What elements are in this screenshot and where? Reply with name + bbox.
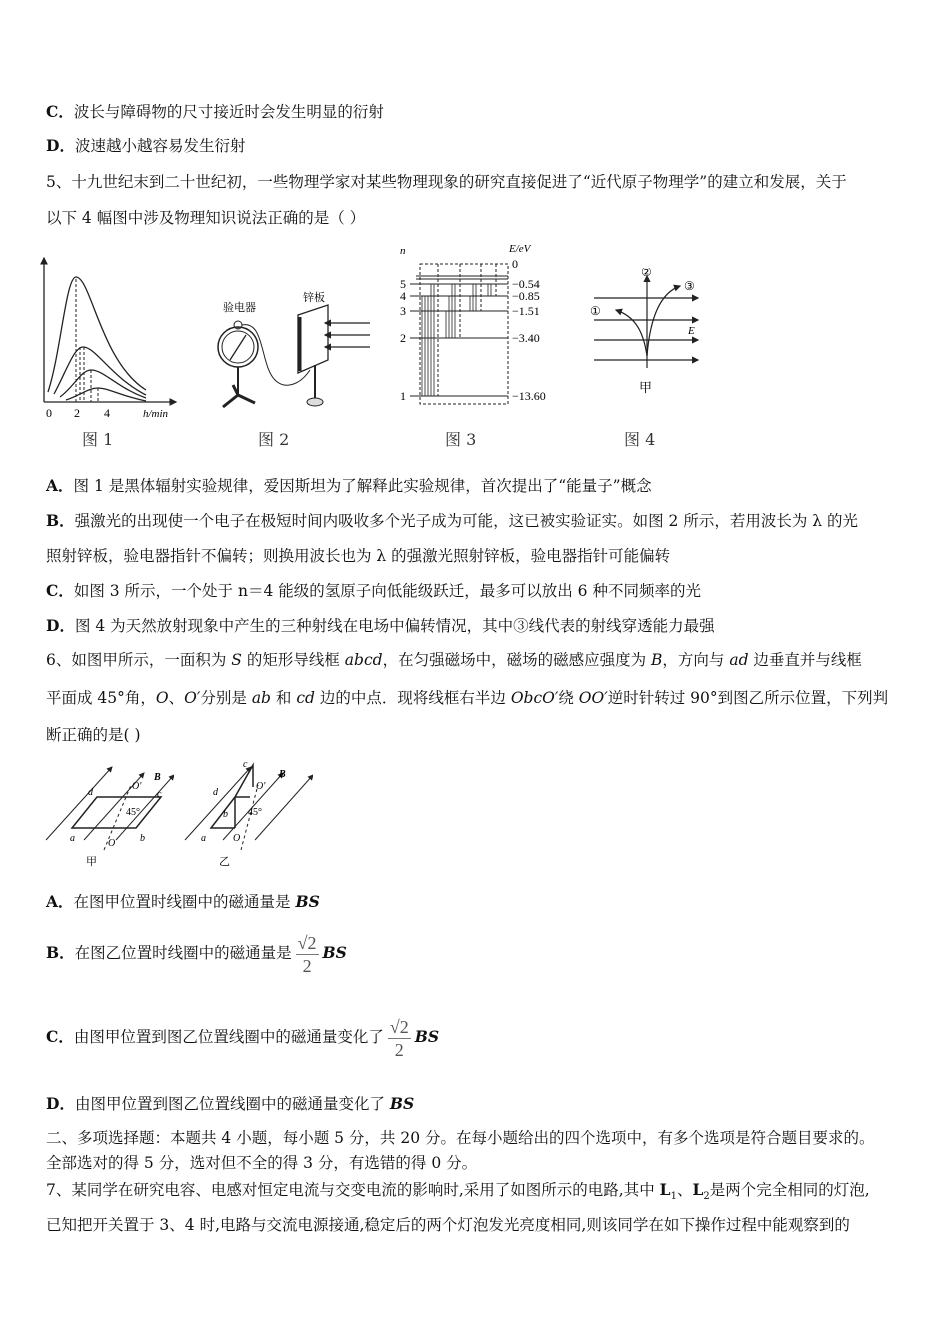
q6-option-d	[46, 1094, 414, 1114]
svg-text:1: 1	[400, 389, 406, 403]
option-label: B．	[46, 943, 75, 962]
fraction: $\frac{√2}{2}$	[389, 1016, 409, 1060]
q5-option-a	[46, 476, 652, 496]
option-text: 波速越小越容易发生衍射	[74, 137, 246, 155]
q5-option-b	[46, 511, 858, 531]
option-label: D．	[46, 616, 75, 635]
svg-text:O: O	[233, 833, 241, 844]
option-text: 强激光的出现使一个电子在极短时间内吸收多个光子成为可能，这已被实验证实。如图 2 所示，若用波长为 λ 的光	[74, 512, 859, 530]
figure-1-blackbody-chart	[36, 252, 186, 422]
option-text: 图 4 为天然放射现象中产生的三种射线在电场中偏转情况，其中③线代表的射线穿透能力最强	[74, 617, 715, 635]
option-text: 图 1 是黑体辐射实验规律，爱因斯坦为了解释此实验规律，首次提出了“能量子”概念	[73, 477, 652, 495]
svg-text:a: a	[70, 833, 75, 844]
svg-text:n: n	[400, 245, 406, 257]
option-label: C．	[46, 1027, 74, 1046]
q5-option-b-cont: 照射锌板，验电器指针不偏转；则换用波长也为 λ 的强激光照射锌板，验电器指针可能偏转	[46, 547, 671, 565]
option-label: C．	[46, 581, 74, 600]
option-label: A．	[46, 892, 74, 911]
svg-text:−3.40: −3.40	[512, 331, 540, 345]
svg-text:b: b	[140, 833, 145, 844]
svg-text:c: c	[157, 789, 162, 800]
svg-text:乙: 乙	[219, 856, 230, 868]
option-text: 如图 3 所示，一个处于 n＝4 能级的氢原子向低能级跃迁，最多可以放出 6 种不同频率的光	[73, 582, 701, 600]
svg-text:−0.54: −0.54	[512, 277, 540, 291]
option-formula: BS	[414, 1027, 440, 1046]
svg-text:b: b	[223, 809, 228, 820]
svg-text:45°: 45°	[248, 807, 262, 818]
q6-stem-line2: 平面成 45°角，O、O′分别是 ab 和 cd 边的中点．现将线框右半边 ObcO′绕 OO′逆时针转过 90°到图乙所示位置，下列判	[46, 689, 889, 707]
svg-text:h/min: h/min	[143, 408, 169, 420]
figure-2-caption: 图 2	[258, 430, 290, 449]
figure-3-energy-levels	[396, 240, 556, 410]
q6-option-a	[46, 892, 320, 912]
svg-text:O: O	[108, 838, 116, 849]
svg-text:甲: 甲	[639, 380, 653, 395]
svg-text:2: 2	[400, 331, 406, 345]
option-text: 在图乙位置时线圈中的磁通量是	[74, 944, 292, 962]
svg-text:0: 0	[46, 406, 52, 420]
option-label: D．	[46, 1094, 75, 1113]
figure-6-jia	[44, 755, 174, 870]
figure-2-electroscope	[205, 285, 375, 415]
svg-text:③: ③	[684, 279, 695, 293]
svg-text:45°: 45°	[126, 807, 140, 818]
svg-text:验电器: 验电器	[223, 302, 256, 314]
svg-text:−0.85: −0.85	[512, 289, 540, 303]
svg-text:O′: O′	[132, 781, 142, 792]
svg-text:4: 4	[104, 406, 110, 420]
q6-option-b	[46, 928, 347, 978]
svg-text:B: B	[279, 769, 286, 780]
svg-text:4: 4	[400, 289, 406, 303]
svg-text:d: d	[88, 787, 93, 798]
svg-text:c: c	[243, 759, 248, 770]
figure-1-caption: 图 1	[82, 430, 114, 449]
option-label: A．	[46, 476, 74, 495]
svg-text:O′: O′	[256, 781, 266, 792]
svg-text:甲: 甲	[86, 856, 97, 868]
q4-option-c	[46, 102, 384, 122]
q5-option-c	[46, 581, 701, 601]
q6-option-c	[46, 1012, 439, 1062]
q7-stem-line1: 7、某同学在研究电容、电感对恒定电流与交变电流的影响时,采用了如图所示的电路,其中 $L_1$、$L_2$是两个完全相同的灯泡,	[46, 1180, 870, 1203]
svg-text:5: 5	[400, 277, 406, 291]
figure-3-caption: 图 3	[445, 430, 477, 449]
figure-4-radiation-deflection	[588, 268, 708, 403]
q6-stem-line1: 6、如图甲所示，一面积为 S 的矩形导线框 abcd，在匀强磁场中，磁场的磁感应强度为 B，方向与 ad 边垂直并与线框	[46, 651, 862, 669]
option-text: 波长与障碍物的尺寸接近时会发生明显的衍射	[73, 103, 384, 121]
option-label: D．	[46, 136, 75, 155]
svg-text:E: E	[688, 325, 695, 337]
figure-4-caption: 图 4	[624, 430, 656, 449]
svg-text:①: ①	[590, 304, 601, 318]
option-text: 在图甲位置时线圈中的磁通量是	[73, 893, 296, 911]
option-label: C．	[46, 102, 74, 121]
fraction: $\frac{√2}{2}$	[297, 932, 317, 976]
svg-text:a: a	[201, 833, 206, 844]
option-formula: BS	[295, 892, 320, 911]
svg-text:E/eV: E/eV	[509, 243, 531, 255]
figure-6-yi	[183, 755, 313, 870]
q7-stem-line2: 已知把开关置于 3、4 时,电路与交流电源接通,稳定后的两个灯泡发光亮度相同,则该同学在如下操作过程中能观察到的	[46, 1216, 850, 1234]
section2-instructions-line1: 二、多项选择题：本题共 4 小题，每小题 5 分，共 20 分。在每小题给出的四个选项中，有多个选项是符合题目要求的。	[46, 1129, 875, 1147]
section2-instructions-line2: 全部选对的得 5 分，选对但不全的得 3 分，有选错的得 0 分。	[46, 1154, 478, 1172]
q4-option-d	[46, 136, 245, 156]
option-label: B．	[46, 511, 75, 530]
svg-text:B: B	[154, 772, 161, 783]
option-text: 由图甲位置到图乙位置线圈中的磁通量变化了	[73, 1028, 384, 1046]
svg-text:②: ②	[641, 268, 652, 279]
svg-text:锌板: 锌板	[303, 292, 325, 304]
svg-text:2: 2	[74, 406, 80, 420]
q5-stem-line1: 5、十九世纪末到二十世纪初，一些物理学家对某些物理现象的研究直接促进了“近代原子物理学”的建立和发展，关于	[46, 173, 847, 191]
q6-stem-line3: 断正确的是( )	[46, 726, 141, 744]
option-formula: BS	[322, 943, 347, 962]
svg-text:−13.60: −13.60	[512, 389, 546, 403]
svg-text:3: 3	[400, 304, 406, 318]
svg-text:−1.51: −1.51	[512, 304, 540, 318]
svg-text:0: 0	[512, 257, 518, 271]
option-formula: BS	[389, 1094, 415, 1113]
q5-option-d	[46, 616, 715, 636]
svg-text:d: d	[213, 787, 218, 798]
option-text: 由图甲位置到图乙位置线圈中的磁通量变化了	[74, 1095, 390, 1113]
q5-stem-line2: 以下 4 幅图中涉及物理知识说法正确的是（ ）	[46, 209, 366, 227]
